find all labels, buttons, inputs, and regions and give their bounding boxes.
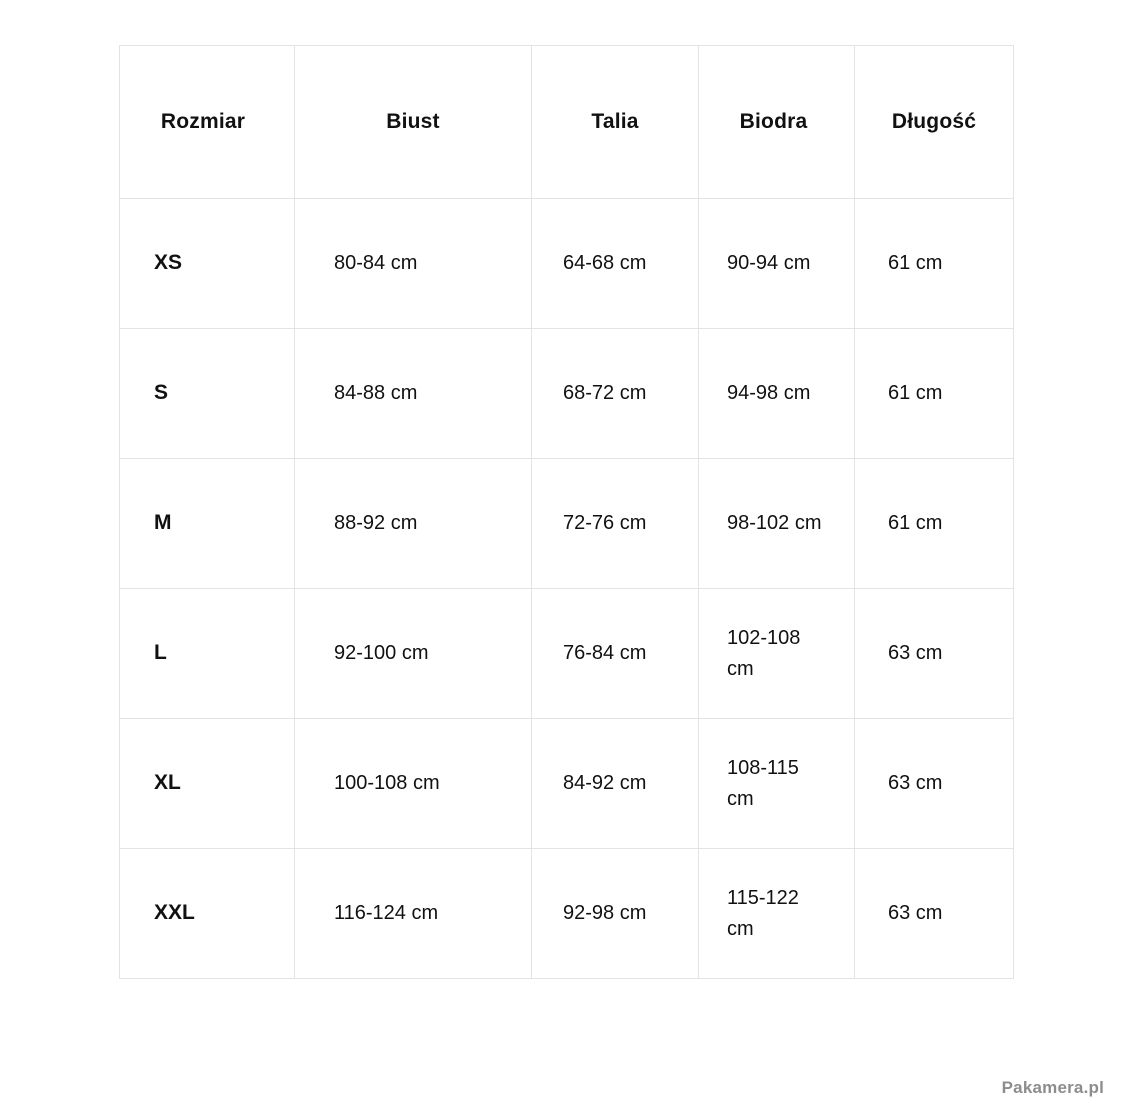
table-row: [120, 589, 1014, 719]
column-header-biust: [295, 46, 532, 199]
cell-size: XXL: [120, 849, 295, 979]
cell-length: 63 cm: [855, 719, 1014, 849]
table-row: [120, 459, 1014, 589]
cell-bust: 80-84 cm: [295, 199, 532, 329]
cell-length: 63 cm: [855, 849, 1014, 979]
watermark: Pakamera.pl: [1001, 1078, 1104, 1097]
cell-hips: 94-98 cm: [699, 329, 855, 459]
cell-waist: 64-68 cm: [532, 199, 699, 329]
column-header-label: Talia: [591, 110, 639, 133]
column-header-biodra: [699, 46, 855, 199]
column-header-dlugosc: [855, 46, 1014, 199]
column-header-label: Długość: [891, 110, 977, 133]
column-header-label: Biodra: [739, 110, 808, 133]
cell-bust: 88-92 cm: [295, 459, 532, 589]
column-header-label: Biust: [386, 110, 440, 133]
cell-length: 63 cm: [855, 589, 1014, 719]
cell-bust: 84-88 cm: [295, 329, 532, 459]
cell-size: S: [120, 329, 295, 459]
column-header-label: Rozmiar: [160, 110, 246, 133]
cell-length: 61 cm: [855, 329, 1014, 459]
cell-bust: 92-100 cm: [295, 589, 532, 719]
table-row: [120, 719, 1014, 849]
cell-hips: 98-102 cm: [699, 459, 855, 589]
cell-size: L: [120, 589, 295, 719]
cell-bust: 116-124 cm: [295, 849, 532, 979]
table-row: [120, 849, 1014, 979]
cell-hips: 90-94 cm: [699, 199, 855, 329]
column-header-rozmiar: [120, 46, 295, 199]
column-header-talia: [532, 46, 699, 199]
cell-size: XL: [120, 719, 295, 849]
table-header: [120, 46, 1014, 199]
cell-hips: 108-115 cm: [699, 719, 855, 849]
cell-hips: 102-108 cm: [699, 589, 855, 719]
table-row: [120, 199, 1014, 329]
cell-size: M: [120, 459, 295, 589]
cell-length: 61 cm: [855, 459, 1014, 589]
cell-waist: 72-76 cm: [532, 459, 699, 589]
cell-waist: 92-98 cm: [532, 849, 699, 979]
cell-waist: 84-92 cm: [532, 719, 699, 849]
size-table: [119, 45, 1014, 979]
table-header-row: [120, 46, 1014, 199]
table-row: [120, 329, 1014, 459]
table-body: [120, 199, 1014, 979]
cell-hips: 115-122 cm: [699, 849, 855, 979]
cell-waist: 76-84 cm: [532, 589, 699, 719]
cell-size: XS: [120, 199, 295, 329]
cell-length: 61 cm: [855, 199, 1014, 329]
cell-bust: 100-108 cm: [295, 719, 532, 849]
cell-waist: 68-72 cm: [532, 329, 699, 459]
